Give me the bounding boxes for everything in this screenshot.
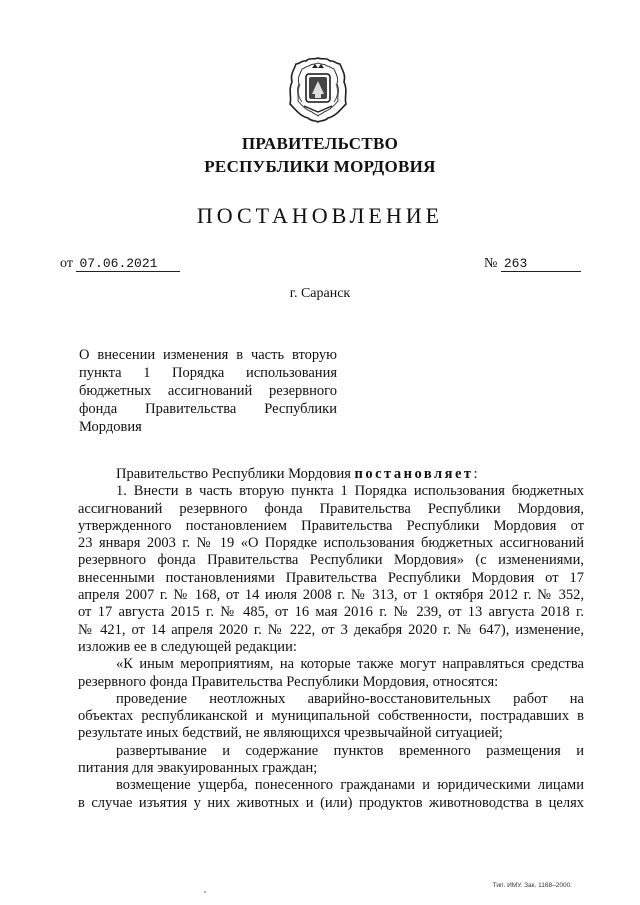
subject-line: О внесении изменения в часть вторую — [79, 347, 337, 363]
date-value: 07.06.2021 — [76, 257, 180, 272]
document-subject — [79, 346, 337, 436]
body-line: № 421, от 14 апреля 2020 г. № 222, от 3 декабря 2020 г. № 647), изменение, — [78, 621, 584, 638]
body-line: ассигнований резервного фонда Правительства Республики Мордовия, — [78, 500, 584, 517]
org-title-line1: ПРАВИТЕЛЬСТВО — [241, 134, 399, 153]
page-speck — [204, 891, 206, 893]
subject-line: фонда Правительства Республики — [79, 401, 337, 417]
body-line: от 17 августа 2015 г. № 485, от 16 мая 2016 г. № 239, от 13 августа 2018 г. — [78, 604, 584, 621]
body-line: в случае изъятия у них животных и (или) продуктов животноводства в целях — [78, 794, 584, 811]
coat-of-arms-icon — [286, 54, 350, 124]
decrees-word: постановляет — [354, 466, 474, 482]
city-name: г. Саранск — [289, 286, 351, 301]
preamble-text: Правительство Республики Мордовия — [116, 466, 351, 482]
body-line: проведение неотложных аварийно-восстановительных работ на — [116, 690, 584, 707]
body-line: объектах республиканской и муниципальной собственности, пострадавших в — [78, 708, 584, 725]
document-date — [60, 256, 180, 272]
body-line: утвержденного постановлением Правительства Республики Мордовия от — [78, 517, 584, 534]
print-mark: Тип. ИМУ. Зак. 1168–2000. — [492, 882, 572, 889]
subject-line: Мордовия — [79, 419, 142, 435]
body-line: изложив ее в следующей редакции: — [78, 638, 297, 655]
body-line: 1. Внести в часть вторую пункта 1 Порядка использования бюджетных — [116, 483, 584, 500]
body-line: «К иным мероприятиям, на которые также могут направляться средства — [116, 656, 584, 673]
number-value: 263 — [501, 257, 581, 272]
body-line: 23 января 2003 г. № 19 «О Порядке использования бюджетных ассигнований — [78, 535, 584, 552]
body-line: развертывание и содержание пунктов временного размещения и — [116, 742, 584, 759]
body-line: питания для эвакуированных граждан; — [78, 760, 318, 777]
date-prefix: от — [60, 256, 73, 271]
body-line: апреля 2007 г. № 168, от 14 июля 2008 г. № 313, от 1 октября 2012 г. № 352, — [78, 587, 584, 604]
org-title-line2: РЕСПУБЛИКИ МОРДОВИЯ — [204, 157, 436, 176]
body-line: результате иных бедствий, не являющихся чрезвычайной ситуацией; — [78, 725, 503, 742]
body-line: возмещение ущерба, понесенного гражданами и юридическими лицами — [116, 777, 584, 794]
body-preamble-line: Правительство Республики Мордовия постановляет: — [116, 466, 478, 482]
subject-line: пункта 1 Порядка использования — [79, 365, 337, 381]
body-line: резервного фонда Правительства Республики Мордовия» (с изменениями, — [78, 552, 584, 569]
body-line: резервного фонда Правительства Республики Мордовия, относятся: — [78, 673, 499, 690]
number-prefix: № — [484, 256, 498, 271]
document-number — [484, 256, 581, 272]
document-body — [78, 466, 584, 812]
subject-line: бюджетных ассигнований резервного — [79, 383, 337, 399]
document-type-title: ПОСТАНОВЛЕНИЕ — [196, 203, 444, 228]
body-line: внесенными постановлениями Правительства Республики Мордовия от 17 — [78, 569, 584, 586]
